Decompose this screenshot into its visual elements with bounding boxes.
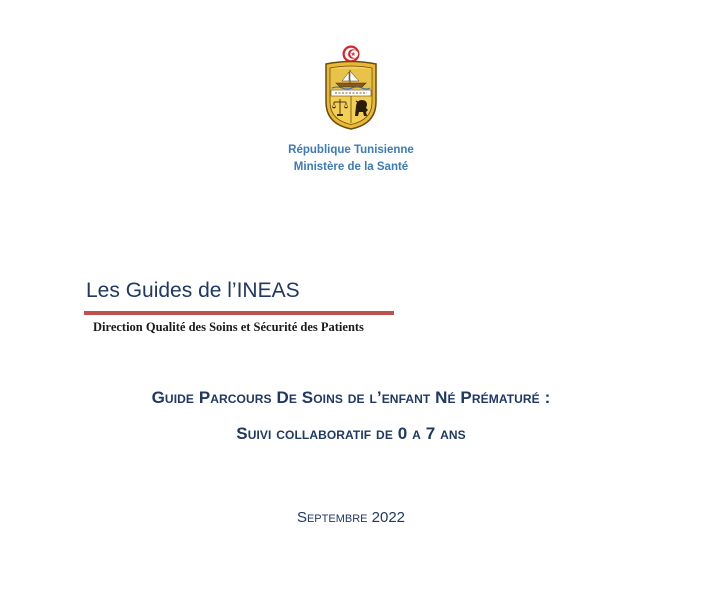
ministry-name: Ministère de la Santé bbox=[293, 161, 409, 173]
ministry-header bbox=[0, 142, 702, 176]
guide-title-line-1: Guide Parcours De Soins de l’enfant Né Prématuré : bbox=[151, 388, 551, 407]
direction-subtitle: Direction Qualité des Soins et Sécurité des Patients bbox=[93, 320, 364, 334]
publication-date: Septembre 2022 bbox=[296, 509, 406, 526]
tunisia-coat-of-arms-icon bbox=[322, 44, 380, 130]
guide-title bbox=[0, 380, 702, 452]
country-name: République Tunisienne bbox=[288, 144, 414, 156]
guide-title-line-2: Suivi collaboratif de 0 a 7 ans bbox=[236, 424, 466, 443]
series-title-underline bbox=[84, 311, 394, 315]
series-title: Les Guides de l’INEAS bbox=[86, 279, 300, 302]
